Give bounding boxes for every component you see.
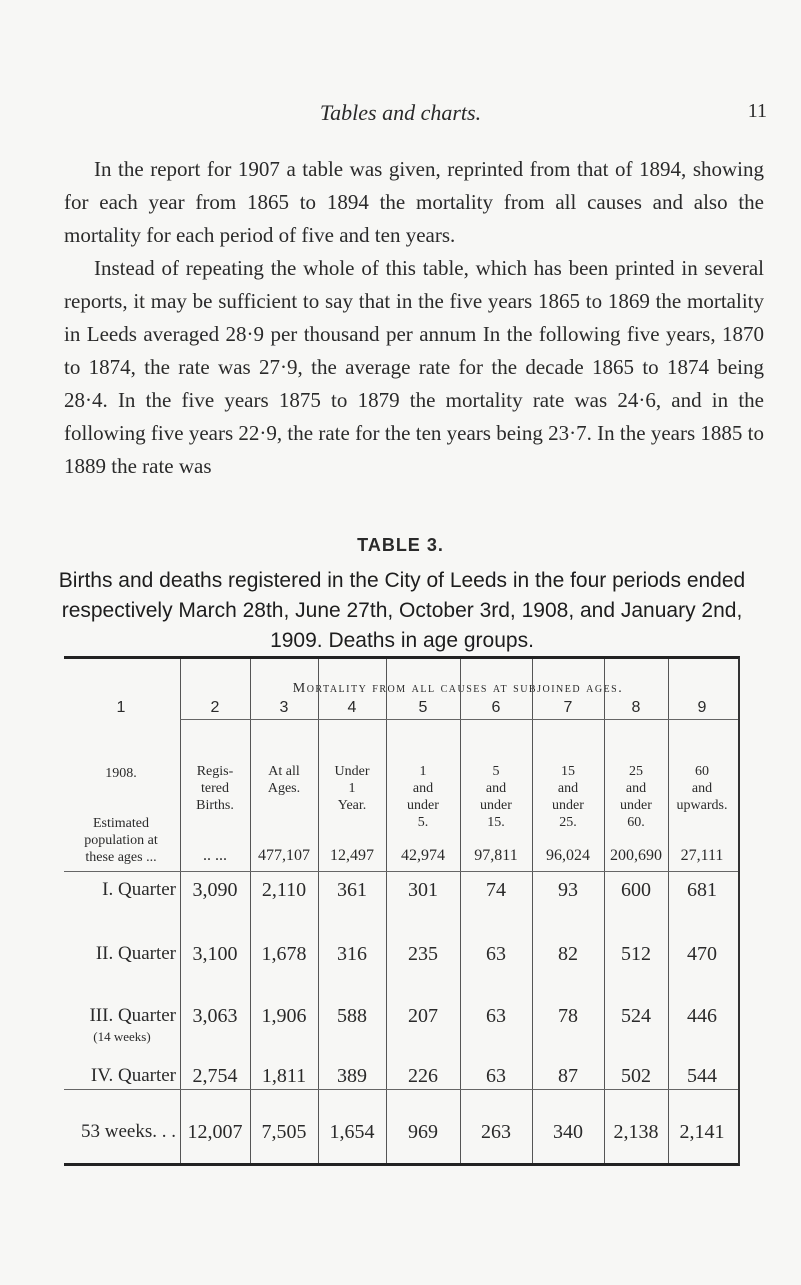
table-cell: 544 — [687, 1065, 717, 1087]
total-label: 53 weeks. . . — [81, 1121, 176, 1142]
estimated-label: Estimated — [93, 816, 149, 831]
total-cell: 1,654 — [329, 1121, 375, 1143]
table-cell: 588 — [337, 1005, 367, 1027]
total-cell: 969 — [408, 1121, 438, 1143]
column-head-3-line-2: Ages. — [267, 781, 301, 796]
population-label-1: population at — [84, 833, 158, 848]
row-sublabel: (14 weeks) — [93, 1029, 151, 1044]
span-header: Mortality from all causes at subjoined ages. — [292, 681, 624, 696]
table-cell: 63 — [486, 1065, 506, 1087]
column-head-2-line-3: Births. — [196, 798, 234, 813]
table-cell: 361 — [337, 879, 367, 901]
table-cell: 600 — [621, 879, 651, 901]
column-head-5-line-2: and — [412, 781, 434, 796]
column-head-7-line-3: under — [552, 798, 584, 813]
row-label: I. Quarter — [102, 879, 176, 900]
table-cell: 3,063 — [192, 1005, 238, 1027]
body-text — [64, 153, 764, 483]
table-cell: 512 — [621, 943, 651, 965]
column-number-4: 4 — [347, 699, 357, 716]
population-value: 27,111 — [680, 847, 724, 864]
total-cell: 263 — [481, 1121, 511, 1143]
column-number-7: 7 — [563, 699, 573, 716]
column-head-8-line-3: under — [620, 798, 652, 813]
table-cell: 1,811 — [261, 1065, 307, 1087]
column-head-2-line-1: Regis- — [196, 764, 234, 779]
column-head-4-line-3: Year. — [337, 798, 367, 813]
column-head-4-line-1: Under — [334, 764, 370, 779]
total-cell: 2,141 — [679, 1121, 725, 1143]
row-label: III. Quarter — [89, 1005, 176, 1026]
column-head-4-line-2: 1 — [348, 781, 356, 796]
population-value: 42,974 — [401, 847, 445, 864]
column-number-2: 2 — [210, 699, 220, 716]
table-cell: 93 — [558, 879, 578, 901]
population-value: .. ... — [203, 847, 227, 864]
population-value: 96,024 — [546, 847, 590, 864]
column-head-8-line-4: 60. — [627, 815, 645, 830]
table-cell: 1,906 — [261, 1005, 307, 1027]
column-head-6-line-1: 5 — [492, 764, 500, 779]
table-title: TABLE 3. — [357, 535, 444, 555]
total-rule — [64, 1089, 738, 1090]
table-cell: 524 — [621, 1005, 651, 1027]
column-head-6-line-4: 15. — [487, 815, 505, 830]
column-number-8: 8 — [631, 699, 641, 716]
table-cell: 87 — [558, 1065, 578, 1087]
column-head-7-line-1: 15 — [561, 764, 575, 779]
row-label: II. Quarter — [95, 943, 176, 964]
total-cell: 7,505 — [261, 1121, 307, 1143]
population-value: 97,811 — [474, 847, 518, 864]
table-cell: 301 — [408, 879, 438, 901]
page-header — [0, 100, 801, 136]
table-cell: 502 — [621, 1065, 651, 1087]
table-cell: 78 — [558, 1005, 578, 1027]
table-cell: 2,110 — [261, 879, 307, 901]
column-head-9-line-1: 60 — [695, 764, 709, 779]
column-head-2-line-2: tered — [201, 781, 229, 796]
table-cell: 2,754 — [192, 1065, 238, 1087]
running-title: Tables and charts. — [319, 100, 482, 125]
table-cell: 63 — [486, 1005, 506, 1027]
table-cell: 207 — [408, 1005, 438, 1027]
year-label: 1908. — [105, 766, 137, 781]
column-head-7-line-2: and — [557, 781, 579, 796]
column-head-9-line-3: upwards. — [676, 798, 728, 813]
column-head-5-line-3: under — [407, 798, 439, 813]
population-value: 12,497 — [330, 847, 374, 864]
column-number-5: 5 — [418, 699, 428, 716]
table-cell: 3,090 — [192, 879, 238, 901]
column-head-6-line-3: under — [480, 798, 512, 813]
population-label-2: these ages ... — [85, 850, 157, 865]
table-cell: 235 — [408, 943, 438, 965]
table-cell: 681 — [687, 879, 717, 901]
column-number-6: 6 — [491, 699, 501, 716]
header-rule-full — [64, 871, 738, 872]
table-cell: 316 — [337, 943, 367, 965]
paragraph-1: In the report for 1907 a table was given, reprinted from that of 1894, showing for each year from 1865 to 1894 the mortality from all causes and also the mortality for each period of five and ten years. — [64, 157, 764, 247]
total-cell: 2,138 — [613, 1121, 659, 1143]
header-rule — [180, 719, 738, 720]
table-cell: 470 — [687, 943, 717, 965]
table-cell: 63 — [486, 943, 506, 965]
total-cell: 12,007 — [187, 1121, 243, 1143]
column-head-6-line-2: and — [485, 781, 507, 796]
column-head-9-line-2: and — [691, 781, 713, 796]
table-cell: 389 — [337, 1065, 367, 1087]
table-cell: 226 — [408, 1065, 438, 1087]
table-cell: 82 — [558, 943, 578, 965]
table-cell: 74 — [486, 879, 506, 901]
column-head-5-line-4: 5. — [417, 815, 429, 830]
column-number-3: 3 — [279, 699, 289, 716]
column-number-1: 1 — [116, 699, 126, 716]
table-cell: 3,100 — [192, 943, 238, 965]
population-value: 477,107 — [258, 847, 310, 864]
mortality-table — [64, 656, 740, 1166]
column-head-8-line-2: and — [625, 781, 647, 796]
table-cell: 446 — [687, 1005, 717, 1027]
column-number-9: 9 — [697, 699, 707, 716]
column-head-7-line-4: 25. — [559, 815, 577, 830]
column-head-8-line-1: 25 — [629, 764, 643, 779]
total-cell: 340 — [553, 1121, 583, 1143]
column-head-3-line-1: At all — [268, 764, 300, 779]
population-value: 200,690 — [610, 847, 662, 864]
column-head-5-line-1: 1 — [419, 764, 427, 779]
page-number: 11 — [747, 100, 767, 122]
paragraph-2: Instead of repeating the whole of this table, which has been printed in several reports, it may be sufficient to say that in the five years 1865 to 1869 the mortality in Leeds averaged 28·9 per thousand per annum In the following five years, 1870 to 1874, the rate was 27·9, the average rate for the decade 1865 to 1874 being 28·4. In the five years 1875 to 1879 the mortality rate was 24·6, and in the following five years 22·9, the rate for the ten years being 23·7. In the years 1885 to 1889 the rate was — [64, 256, 764, 478]
row-label: IV. Quarter — [90, 1065, 176, 1086]
table-caption: Births and deaths registered in the City of Leeds in the four periods ended respectively March 28th, June 27th, October 3rd, 1908, and January 2nd, 1909. Deaths in age groups. — [58, 569, 746, 652]
table-cell: 1,678 — [261, 943, 307, 965]
